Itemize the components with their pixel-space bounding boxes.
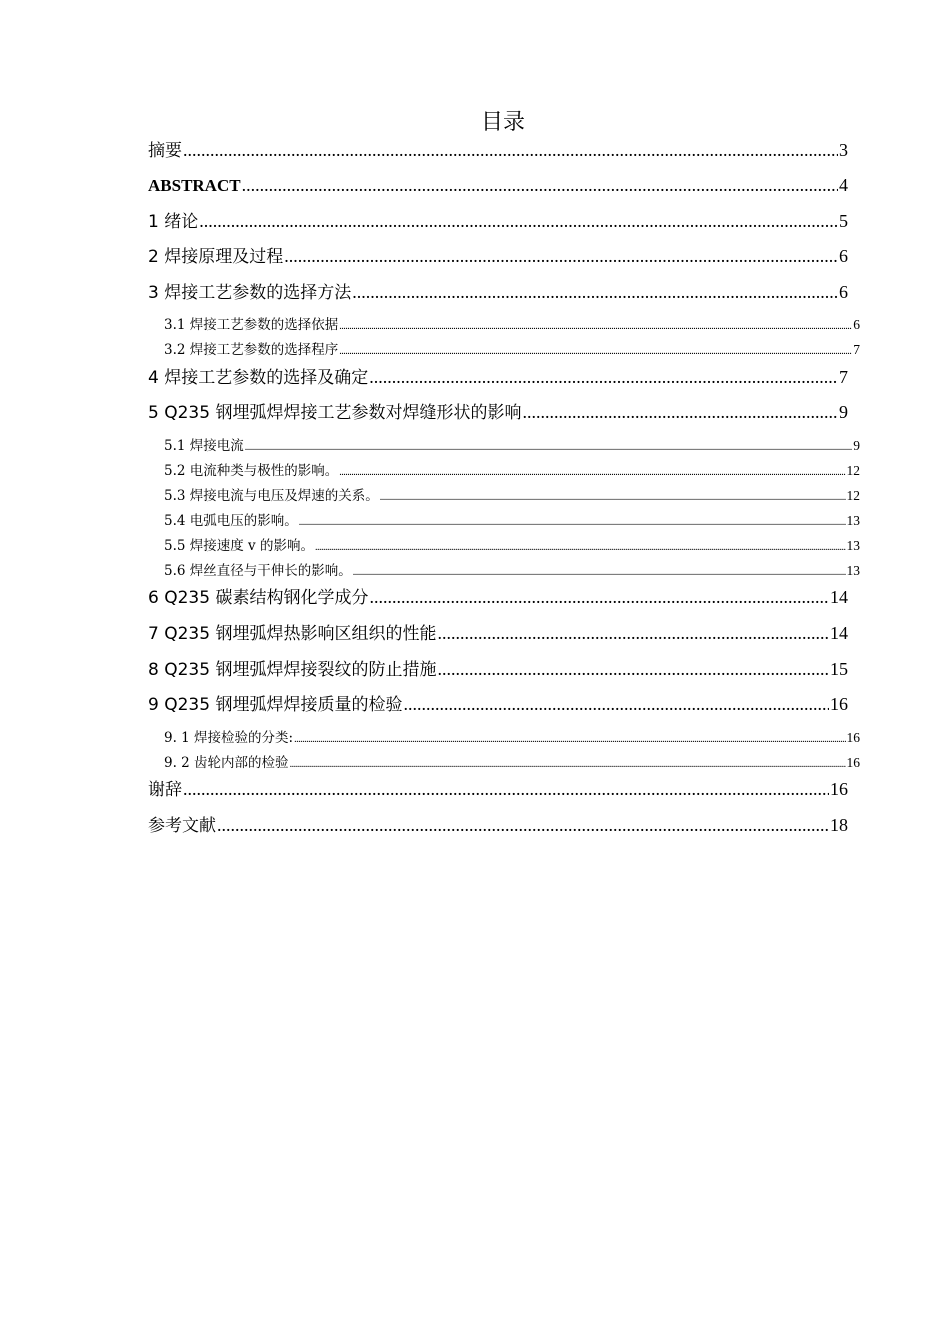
- toc-entry-label: 5.1 焊接电流: [164, 438, 244, 454]
- toc-page-number: 13: [846, 513, 860, 528]
- toc-subentry[interactable]: [164, 754, 860, 774]
- toc-entry-label: 5.2 电流种类与极性的影响。: [164, 463, 339, 479]
- toc-title: 目录: [480, 110, 525, 135]
- dot-leader: [242, 174, 838, 196]
- toc-page-number: 4: [839, 175, 848, 195]
- toc-subentry[interactable]: [164, 562, 860, 582]
- toc-entry[interactable]: [148, 210, 848, 233]
- dot-leader: [183, 139, 838, 161]
- toc-entry-label: 6 Q235 碳素结构钢化学成分: [148, 588, 369, 608]
- dot-leader: [369, 586, 829, 608]
- toc-page-number: 7: [839, 367, 848, 387]
- dot-leader: [339, 343, 852, 361]
- toc-entry-label: 3 焊接工艺参数的选择方法: [148, 283, 352, 303]
- toc-page-number: 3: [839, 140, 848, 160]
- toc-subentry[interactable]: [164, 512, 860, 532]
- toc-entry-label: 5.3 焊接电流与电压及焊速的关系。: [164, 488, 379, 504]
- toc-page-number: 13: [846, 538, 860, 553]
- toc-page-number: 6: [839, 282, 848, 302]
- toc-page-number: 9: [839, 402, 848, 422]
- toc-entry[interactable]: [148, 245, 848, 268]
- toc-page-number: 6: [839, 246, 848, 266]
- toc-subentry[interactable]: [164, 537, 860, 557]
- dot-leader: [290, 756, 846, 774]
- dot-leader: [437, 658, 829, 680]
- toc-page-number: 18: [830, 815, 848, 835]
- dot-leader: [315, 539, 846, 557]
- toc-entry[interactable]: [148, 366, 848, 389]
- toc-subentry[interactable]: [164, 316, 860, 336]
- dot-leader: [245, 439, 852, 457]
- toc-entry-label: 5.5 焊接速度 v 的影响。: [164, 538, 314, 554]
- toc-entry-label: 参考文献: [148, 816, 216, 836]
- toc-entry[interactable]: [148, 778, 848, 801]
- toc-page-number: 16: [830, 779, 848, 799]
- toc-entry[interactable]: [148, 174, 848, 197]
- toc-entry-label: 4 焊接工艺参数的选择及确定: [148, 368, 369, 388]
- toc-entry[interactable]: [148, 401, 848, 424]
- toc-entry-label: 9. 1 焊接检验的分类:: [164, 730, 294, 746]
- dot-leader: [294, 731, 845, 749]
- toc-entry-label: 9. 2 齿轮内部的检验: [164, 755, 289, 771]
- toc-subentry[interactable]: [164, 437, 860, 457]
- toc-entry[interactable]: [148, 622, 848, 645]
- toc-entry[interactable]: [148, 586, 848, 609]
- toc-subentry[interactable]: [164, 487, 860, 507]
- dot-leader: [380, 489, 846, 507]
- dot-leader: [284, 245, 838, 267]
- toc-entry-label: 5.4 电弧电压的影响。: [164, 513, 298, 529]
- dot-leader: [299, 514, 846, 532]
- toc-entry-label: 8 Q235 钢埋弧焊焊接裂纹的防止措施: [148, 660, 437, 680]
- toc-entry-label: 5 Q235 钢埋弧焊焊接工艺参数对焊缝形状的影响: [148, 403, 522, 423]
- toc-page-number: 6: [853, 317, 860, 332]
- toc-entry-label: 摘要: [148, 141, 182, 161]
- toc-page-number: 13: [846, 563, 860, 578]
- toc-page-number: 16: [846, 730, 860, 745]
- toc-page-number: 5: [839, 211, 848, 231]
- toc-entry[interactable]: [148, 693, 848, 716]
- dot-leader: [183, 778, 829, 800]
- toc-entry-label: 1 绪论: [148, 212, 199, 232]
- toc-entry-label: 5.6 焊丝直径与干伸长的影响。: [164, 563, 352, 579]
- toc-page-number: 7: [853, 342, 860, 357]
- dot-leader: [217, 814, 829, 836]
- toc-page-number: 9: [853, 438, 860, 453]
- toc-entry-label: 3.1 焊接工艺参数的选择依据: [164, 317, 339, 333]
- toc-entry[interactable]: [148, 814, 848, 837]
- toc-entry-label: 7 Q235 钢埋弧焊热影响区组织的性能: [148, 624, 437, 644]
- toc-entry[interactable]: [148, 139, 848, 162]
- toc-subentry[interactable]: [164, 729, 860, 749]
- toc-subentry[interactable]: [164, 341, 860, 361]
- toc-page-number: 12: [846, 488, 860, 503]
- dot-leader: [403, 693, 829, 715]
- toc-entry-label: ABSTRACT: [148, 176, 241, 195]
- toc-entry-label: 3.2 焊接工艺参数的选择程序: [164, 342, 339, 358]
- dot-leader: [199, 210, 838, 232]
- toc-entry[interactable]: [148, 658, 848, 681]
- toc-page-number: 15: [830, 659, 848, 679]
- dot-leader: [339, 318, 852, 336]
- toc-page-number: 12: [846, 463, 860, 478]
- toc-entry[interactable]: [148, 281, 848, 304]
- dot-leader: [339, 464, 845, 482]
- toc-entry-label: 9 Q235 钢埋弧焊焊接质量的检验: [148, 695, 403, 715]
- toc-entry-label: 2 焊接原理及过程: [148, 247, 284, 267]
- toc-page-number: 14: [830, 587, 848, 607]
- dot-leader: [353, 564, 846, 582]
- dot-leader: [522, 401, 838, 423]
- dot-leader: [369, 366, 838, 388]
- toc-subentry[interactable]: [164, 462, 860, 482]
- dot-leader: [437, 622, 829, 644]
- toc-page-number: 16: [830, 694, 848, 714]
- toc-page-number: 14: [830, 623, 848, 643]
- toc-page-number: 16: [846, 755, 860, 770]
- toc-entry-label: 谢辞: [148, 780, 182, 800]
- dot-leader: [352, 281, 838, 303]
